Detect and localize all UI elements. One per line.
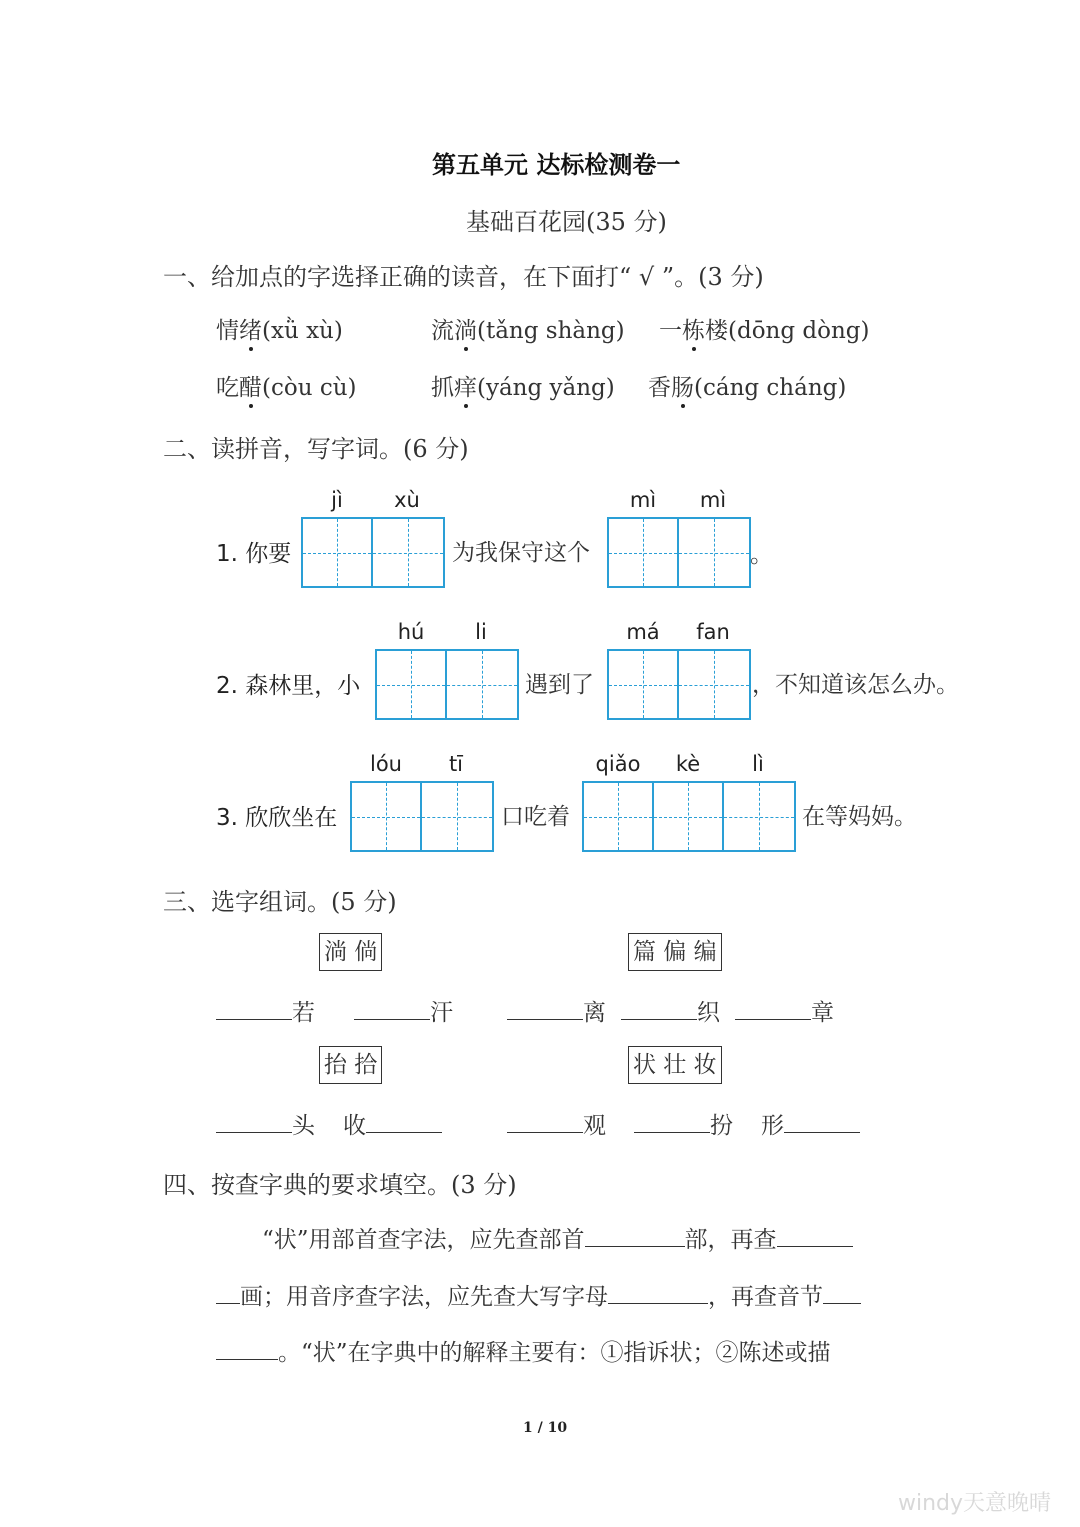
q4-line-1: “状”用部首查字法，应先查部首 部，再查 <box>262 1221 853 1254</box>
pinyin: hú <box>397 620 425 644</box>
blank[interactable] <box>216 1337 278 1360</box>
pinyin: fan <box>696 620 730 644</box>
char-choice-box: 状 壮 妆 <box>628 1046 722 1084</box>
blank[interactable] <box>354 997 430 1020</box>
q2-prompt: 二、读拼音，写字词。(6 分) <box>163 435 469 463</box>
q4-prompt: 四、按查字典的要求填空。(3 分) <box>163 1171 517 1199</box>
blank[interactable] <box>216 1110 292 1133</box>
char-choice-box: 抬 拾 <box>319 1046 382 1084</box>
dotted-char: 肠 <box>671 369 694 402</box>
q3-row-2: 头 <box>216 1107 315 1140</box>
sentence-2-part-b: 遇到了 <box>525 672 594 698</box>
sentence-1-part-b: 为我保守这个 <box>452 540 590 566</box>
q4-line-2: 画；用音序查字法，应先查大写字母 ，再查音节 <box>216 1278 861 1311</box>
char-choice-box: 篇 偏 编 <box>628 933 722 971</box>
q3-row-1: 织 <box>621 994 720 1027</box>
blank[interactable] <box>216 1281 240 1304</box>
answer-grid[interactable] <box>582 781 796 852</box>
pinyin: qiǎo <box>595 752 641 776</box>
answer-grid[interactable] <box>607 517 751 588</box>
section-header: 基础百花园(35 分) <box>466 208 667 236</box>
answer-grid[interactable] <box>607 649 751 720</box>
q3-row-2: 形 <box>761 1107 860 1140</box>
dotted-char: 醋 <box>239 369 262 402</box>
pinyin: lì <box>752 752 764 776</box>
q1-prompt: 一、给加点的字选择正确的读音，在下面打“ √ ”。(3 分) <box>163 263 764 291</box>
q1-item-1: 情绪(xǜ xù) <box>216 312 343 345</box>
pinyin: li <box>475 620 487 644</box>
q3-row-1: 离 <box>507 994 606 1027</box>
blank[interactable] <box>784 1110 860 1133</box>
answer-grid[interactable] <box>301 517 445 588</box>
page-number: 1 / 10 <box>523 1420 568 1436</box>
dotted-char: 淌 <box>454 312 477 345</box>
pinyin: kè <box>675 752 701 776</box>
q3-prompt: 三、选字组词。(5 分) <box>163 888 397 916</box>
q1-item-4: 吃醋(còu cù) <box>216 369 357 402</box>
dotted-char: 栋 <box>682 312 705 345</box>
pinyin: xù <box>394 488 420 512</box>
watermark: windy天意晚晴 <box>898 1491 1052 1516</box>
sentence-2-part-a: 2. 森林里，小 <box>216 673 361 699</box>
q3-row-1: 章 <box>735 994 834 1027</box>
blank[interactable] <box>507 1110 583 1133</box>
blank[interactable] <box>777 1224 853 1247</box>
blank[interactable] <box>621 997 697 1020</box>
pinyin: tī <box>448 752 464 776</box>
sentence-1-part-c: 。 <box>750 542 773 568</box>
blank[interactable] <box>216 997 292 1020</box>
char-choice-box: 淌 倘 <box>319 933 382 971</box>
blank[interactable] <box>366 1110 442 1133</box>
blank[interactable] <box>585 1224 685 1247</box>
page-title: 第五单元 达标检测卷一 <box>432 151 681 179</box>
pinyin: jì <box>331 488 343 512</box>
q4-line-3: 。“状”在字典中的解释主要有：①指诉状；②陈述或描 <box>216 1334 831 1367</box>
dotted-char: 痒 <box>454 369 477 402</box>
pinyin: mì <box>629 488 657 512</box>
q1-item-2: 流淌(tǎng shàng) <box>431 312 625 345</box>
q1-item-5: 抓痒(yáng yǎng) <box>431 369 615 402</box>
blank[interactable] <box>507 997 583 1020</box>
pinyin: má <box>626 620 660 644</box>
blank[interactable] <box>735 997 811 1020</box>
blank[interactable] <box>823 1281 861 1304</box>
sentence-1-part-a: 1. 你要 <box>216 541 292 567</box>
q3-row-2: 观 <box>507 1107 606 1140</box>
q3-row-2: 收 <box>343 1107 442 1140</box>
sentence-2-part-c: ，不知道该怎么办。 <box>752 672 959 698</box>
blank[interactable] <box>608 1281 708 1304</box>
blank[interactable] <box>634 1110 710 1133</box>
q1-item-6: 香肠(cáng cháng) <box>648 369 846 402</box>
sentence-3-part-b: 口吃着 <box>501 804 570 830</box>
q1-item-3: 一栋楼(dōng dòng) <box>659 312 869 345</box>
sentence-3-part-a: 3. 欣欣坐在 <box>216 805 338 831</box>
q3-row-1: 汗 <box>354 994 453 1027</box>
answer-grid[interactable] <box>350 781 494 852</box>
sentence-3-part-c: 在等妈妈。 <box>802 804 917 830</box>
q3-row-2: 扮 <box>634 1107 733 1140</box>
pinyin: lóu <box>370 752 402 776</box>
pinyin: mì <box>699 488 727 512</box>
answer-grid[interactable] <box>375 649 519 720</box>
q3-row-1: 若 <box>216 994 315 1027</box>
dotted-char: 绪 <box>239 312 262 345</box>
